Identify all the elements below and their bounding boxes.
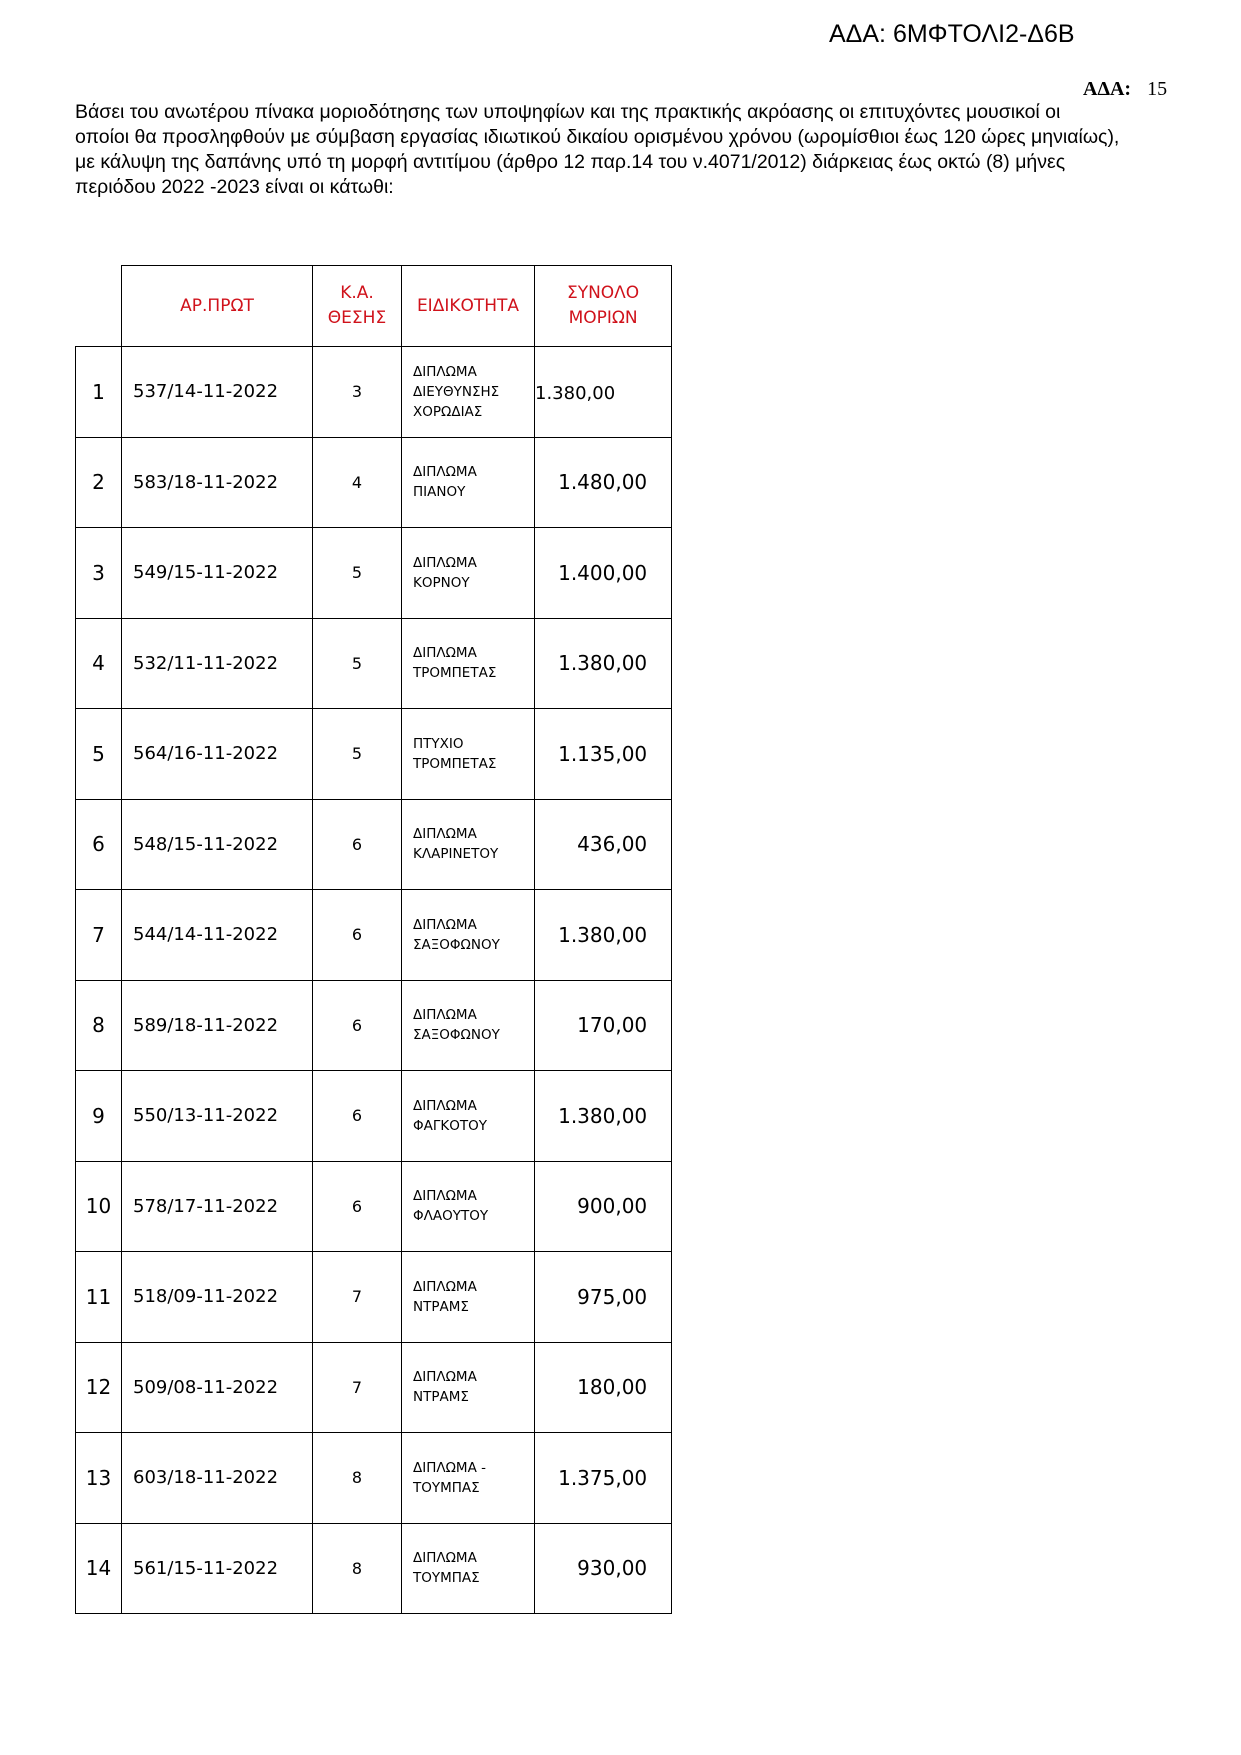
row-specialty-line: ΤΡΟΜΠΕΤΑΣ [413,665,497,682]
row-ka: 6 [313,890,402,981]
row-specialty-line: ΔΙΠΛΩΜΑ [413,1188,477,1205]
row-protocol: 518/09-11-2022 [122,1252,313,1343]
row-specialty [402,980,535,1071]
row-specialty-line: ΝΤΡΑΜΣ [413,1389,469,1406]
row-total [535,347,672,438]
row-specialty-line: ΔΙΠΛΩΜΑ [413,1278,477,1295]
row-total [535,1523,672,1614]
row-specialty-line: ΔΙΠΛΩΜΑ [413,363,477,380]
header-ka-line1: Κ.Α. [340,283,374,303]
table-row [76,709,672,800]
row-total-value: 1.480,00 [558,470,648,495]
row-protocol: 578/17-11-2022 [122,1161,313,1252]
results-table [75,265,672,1614]
row-specialty [402,1161,535,1252]
row-protocol: 583/18-11-2022 [122,437,313,528]
row-protocol: 532/11-11-2022 [122,618,313,709]
table-row [76,799,672,890]
row-index: 13 [76,1433,122,1524]
row-specialty-line: ΔΙΠΛΩΜΑ [413,1097,477,1114]
row-ka: 6 [313,980,402,1071]
row-index: 7 [76,890,122,981]
row-index: 11 [76,1252,122,1343]
table-row [76,528,672,619]
row-specialty-line: ΔΙΠΛΩΜΑ [413,826,477,843]
row-specialty [402,799,535,890]
header-total-cell [535,266,672,347]
row-specialty-line: ΤΟΥΜΠΑΣ [413,1570,480,1587]
row-specialty [402,709,535,800]
ada-top-stamp: ΑΔΑ: 6ΜΦΤΟΛΙ2-Δ6Β [829,20,1075,48]
row-protocol: 603/18-11-2022 [122,1433,313,1524]
row-total [535,709,672,800]
intro-line: Βάσει του ανωτέρου πίνακα μοριοδότησης των υποψηφίων και της πρακτικής ακρόασης οι επιτυχόντες μουσικοί οι [75,101,1061,123]
row-specialty-line: ΔΙΠΛΩΜΑ [413,1007,477,1024]
row-index: 9 [76,1071,122,1162]
table-row [76,437,672,528]
intro-paragraph [75,100,1185,200]
row-total-value: 930,00 [577,1556,648,1581]
row-total-value: 1.380,00 [535,382,616,404]
row-total-value: 436,00 [577,832,648,857]
header-protocol-cell [122,266,313,347]
row-specialty-line: ΠΙΑΝΟΥ [413,484,466,501]
row-protocol: 544/14-11-2022 [122,890,313,981]
row-specialty [402,1342,535,1433]
row-total [535,1161,672,1252]
row-specialty-line: ΔΙΕΥΘΥΝΣΗΣ [413,383,500,400]
row-total [535,980,672,1071]
row-index: 4 [76,618,122,709]
intro-line: οποίοι θα προσληφθούν με σύμβαση εργασίας ιδιωτικού δικαίου ορισμένου χρόνου (ωρομίσθιοι έως 120 ώρες μηνιαίως), [75,126,1120,148]
table-row [76,890,672,981]
ada-label: ΑΔΑ: [1083,78,1132,100]
row-ka: 3 [313,347,402,438]
row-protocol: 564/16-11-2022 [122,709,313,800]
header-specialty: ΕΙΔΙΚΟΤΗΤΑ [416,295,520,316]
row-index: 5 [76,709,122,800]
row-specialty-line: ΤΟΥΜΠΑΣ [413,1479,480,1496]
row-specialty-line: ΚΛΑΡΙΝΕΤΟΥ [413,846,499,863]
row-total-value: 1.380,00 [558,651,648,676]
row-total [535,890,672,981]
header-total-line2: ΜΟΡΙΩΝ [568,308,638,328]
header-ka-line2: ΘΕΣΗΣ [327,308,387,328]
row-protocol: 550/13-11-2022 [122,1071,313,1162]
row-specialty-line: ΔΙΠΛΩΜΑ [413,1550,477,1567]
table-row [76,1252,672,1343]
row-specialty [402,437,535,528]
header-specialty-cell [402,266,535,347]
row-ka: 6 [313,1071,402,1162]
row-ka: 8 [313,1523,402,1614]
row-index: 8 [76,980,122,1071]
row-specialty [402,1252,535,1343]
row-index: 14 [76,1523,122,1614]
row-specialty-line: ΚΟΡΝΟΥ [413,574,470,591]
row-specialty-line: ΝΤΡΑΜΣ [413,1298,469,1315]
row-protocol: 589/18-11-2022 [122,980,313,1071]
row-total [535,437,672,528]
row-total [535,1433,672,1524]
row-total-value: 900,00 [577,1194,648,1219]
row-specialty [402,528,535,619]
row-index: 10 [76,1161,122,1252]
row-ka: 8 [313,1433,402,1524]
table-header-row [76,266,672,347]
row-specialty-line: ΧΟΡΩΔΙΑΣ [413,403,483,420]
row-total [535,1071,672,1162]
row-index: 1 [76,347,122,438]
table-row [76,1071,672,1162]
row-total [535,799,672,890]
row-specialty-line: ΦΑΓΚΟΤΟΥ [413,1117,487,1134]
row-specialty-line: ΠΤΥΧΙΟ [413,735,464,752]
row-total [535,1342,672,1433]
row-total-value: 1.380,00 [558,922,648,947]
header-total-line1: ΣΥΝΟΛΟ [566,283,640,303]
row-total-value: 170,00 [577,1013,648,1038]
row-total-value: 1.135,00 [558,741,648,766]
row-total-value: 1.380,00 [558,1103,648,1128]
row-protocol: 509/08-11-2022 [122,1342,313,1433]
row-specialty [402,618,535,709]
table-row [76,1433,672,1524]
row-specialty-line: ΔΙΠΛΩΜΑ - [413,1459,486,1476]
row-specialty [402,1433,535,1524]
row-protocol: 549/15-11-2022 [122,528,313,619]
row-ka: 5 [313,709,402,800]
header-protocol: ΑΡ.ΠΡΩΤ [180,295,254,316]
row-total [535,528,672,619]
row-specialty [402,890,535,981]
table-row [76,347,672,438]
row-specialty [402,1523,535,1614]
row-ka: 6 [313,1161,402,1252]
row-ka: 6 [313,799,402,890]
row-specialty-line: ΔΙΠΛΩΜΑ [413,645,477,662]
table-row [76,1523,672,1614]
row-specialty-line: ΔΙΠΛΩΜΑ [413,1369,477,1386]
row-specialty-line: ΣΑΞΟΦΩΝΟΥ [413,936,500,953]
table-row [76,618,672,709]
header-ka [313,281,401,331]
row-specialty [402,347,535,438]
row-specialty-line: ΤΡΟΜΠΕΤΑΣ [413,755,497,772]
table-row [76,980,672,1071]
row-specialty [402,1071,535,1162]
row-total-value: 1.400,00 [558,560,648,585]
ada-page-marker [1083,78,1167,101]
header-total [535,281,671,331]
row-total [535,1252,672,1343]
row-specialty-line: ΔΙΠΛΩΜΑ [413,464,477,481]
row-protocol: 548/15-11-2022 [122,799,313,890]
row-protocol: 561/15-11-2022 [122,1523,313,1614]
row-ka: 4 [313,437,402,528]
header-blank-cell [76,266,122,347]
row-ka: 7 [313,1252,402,1343]
row-index: 6 [76,799,122,890]
table-row [76,1342,672,1433]
row-index: 2 [76,437,122,528]
header-ka-cell [313,266,402,347]
row-index: 12 [76,1342,122,1433]
row-index: 3 [76,528,122,619]
row-ka: 7 [313,1342,402,1433]
row-specialty-line: ΣΑΞΟΦΩΝΟΥ [413,1027,500,1044]
row-specialty-line: ΔΙΠΛΩΜΑ [413,916,477,933]
row-total [535,618,672,709]
intro-line: περιόδου 2022 -2023 είναι οι κάτωθι: [75,176,394,198]
row-protocol: 537/14-11-2022 [122,347,313,438]
table-row [76,1161,672,1252]
row-total-value: 1.375,00 [558,1465,648,1490]
intro-line: με κάλυψη της δαπάνης υπό τη μορφή αντιτίμου (άρθρο 12 παρ.14 του ν.4071/2012) διάρκειας έως οκτώ (8) μήνες [75,151,1066,173]
row-specialty-line: ΔΙΠΛΩΜΑ [413,554,477,571]
row-total-value: 180,00 [577,1375,648,1400]
row-ka: 5 [313,528,402,619]
row-ka: 5 [313,618,402,709]
row-specialty-line: ΦΛΑΟΥΤΟΥ [413,1208,489,1225]
page-number: 15 [1147,78,1168,100]
row-total-value: 975,00 [577,1284,648,1309]
